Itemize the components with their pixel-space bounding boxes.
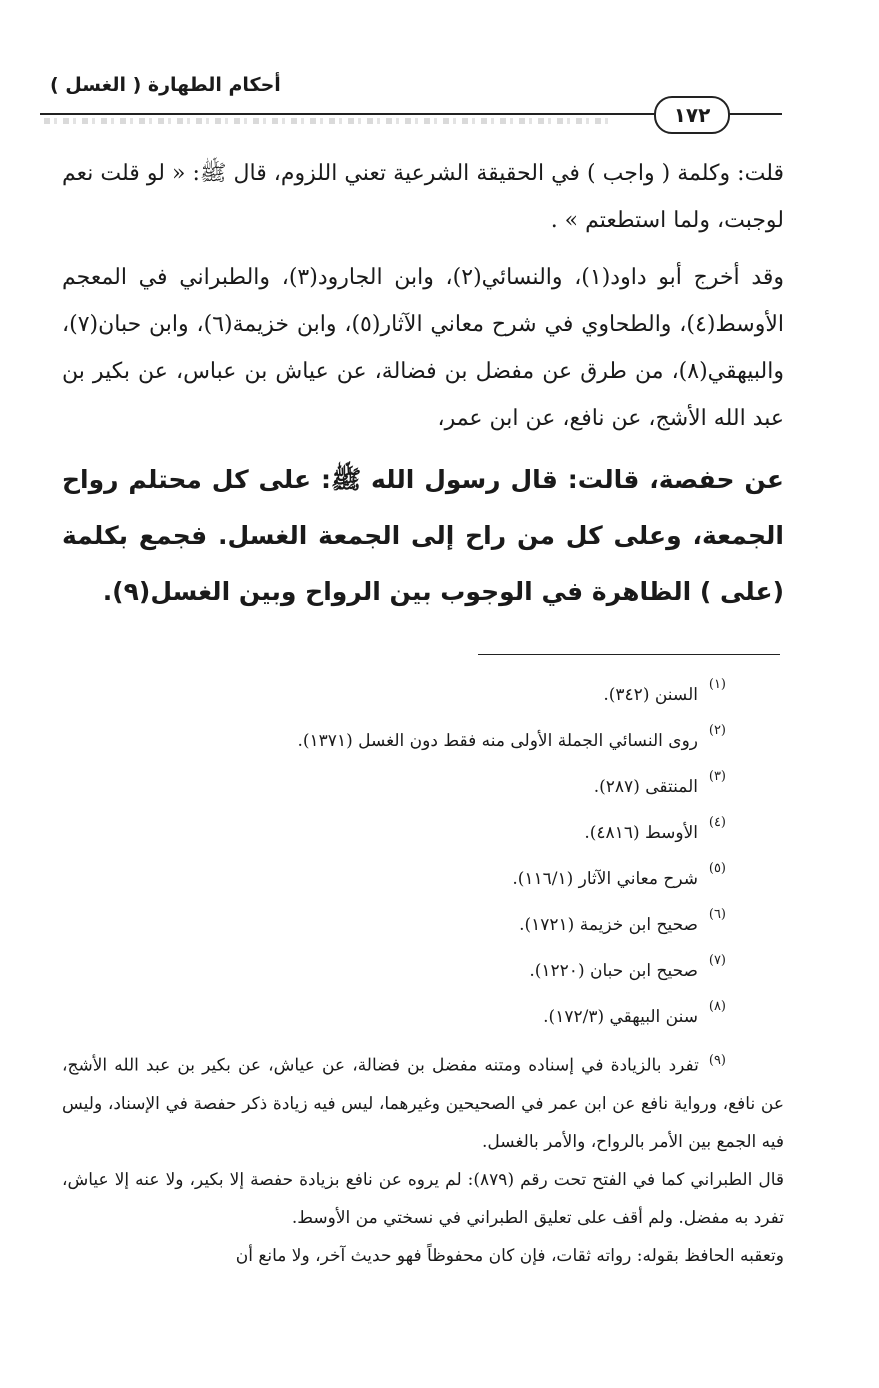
paragraph-1: قلت: وكلمة ( واجب ) في الحقيقة الشرعية تعني اللزوم، قال ﷺ: « لو قلت نعم لوجبت، ولما استطعتم » .: [62, 161, 784, 233]
footnote-number: (٢): [708, 723, 726, 738]
footnote-text: صحيح ابن حبان (١٢٢٠).: [529, 961, 698, 981]
footnote-separator: [478, 654, 780, 655]
footnote-text: المنتقى (٢٨٧).: [593, 777, 698, 797]
footnote-number: (٥): [708, 861, 726, 876]
footnote-8: [62, 994, 784, 1040]
footnote-1: [62, 672, 784, 718]
main-text: [62, 150, 784, 630]
running-title: أحكام الطهارة ( الغسل ): [50, 74, 281, 96]
footnote-number: (٣): [708, 769, 726, 784]
footnote-number: (١): [708, 677, 726, 692]
paragraph-2: وقد أخرج أبو داود(١)، والنسائي(٢)، وابن الجارود(٣)، والطبراني في المعجم الأوسط(٤)، والطحاوي في شرح معاني الآثار(٥)، وابن خزيمة(٦)، وابن حبان(٧)، والبيهقي(٨)، من طرق عن مفضل بن فضالة، عن عياش بن عباس، عن بكير بن عبد الله الأشج، عن نافع، عن ابن عمر،: [62, 265, 785, 431]
footnote-3: [62, 764, 784, 810]
footnote-7: [62, 948, 784, 994]
footnote-number: (٨): [708, 999, 726, 1014]
footnote-9-paragraph-3: وتعقبه الحافظ بقوله: رواته ثقات، فإن كان محفوظاً فهو حديث آخر، ولا مانع أن: [235, 1245, 784, 1266]
footnote-text: شرح معاني الآثار (١١٦/١).: [512, 869, 698, 889]
footnote-number: (٩): [708, 1053, 726, 1068]
footnote-number: (٦): [708, 907, 726, 922]
footnote-2: [62, 718, 784, 764]
footnotes: [62, 672, 784, 1275]
footnote-4: [62, 810, 784, 856]
header-scan-noise: [44, 118, 614, 124]
footnote-text: صحيح ابن خزيمة (١٧٢١).: [519, 915, 698, 935]
footnote-number: (٧): [708, 953, 726, 968]
footnote-text: روى النسائي الجملة الأولى منه فقط دون الغسل (١٣٧١).: [297, 731, 698, 751]
footnote-6: [62, 902, 784, 948]
footnote-9-paragraph-2: قال الطبراني كما في الفتح تحت رقم (٨٧٩): لم يروه عن نافع بزيادة حفصة إلا بكير، ولا عنه إلا عياش، تفرد به مفضل. ولم أقف على تعليق الطبراني في نسختي من الأوسط.: [62, 1169, 785, 1228]
footnote-text: سنن البيهقي (١٧٢/٣).: [543, 1007, 698, 1027]
footnote-5: [62, 856, 784, 902]
hadith-paragraph: عن حفصة، قالت: قال رسول الله ﷺ: على كل محتلم رواح الجمعة، وعلى كل من راح إلى الجمعة الغسل. فجمع بكلمة (على ) الظاهرة في الوجوب بين الرواح وبين الغسل(٩).: [62, 465, 784, 606]
footnote-text: تفرد بالزيادة في إسناده ومتنه مفضل بن فضالة، عن عياش، عن بكير بن عبد الله الأشج، عن نافع، ورواية نافع عن ابن عمر في الصحيحين وغيرهما، ليس فيه زيادة ذكر حفصة في الإسناد، وليس فيه الجمع بين الأمر بالرواح، والأمر بالغسل.: [62, 1055, 784, 1152]
footnote-text: الأوسط (٤٨١٦).: [584, 823, 698, 843]
footnote-9-paragraph-1: [62, 1042, 784, 1161]
footnote-text: السنن (٣٤٢).: [603, 685, 698, 705]
footnote-9: [62, 1042, 784, 1275]
page-number: ١٧٢: [654, 96, 730, 134]
footnote-number: (٤): [708, 815, 726, 830]
